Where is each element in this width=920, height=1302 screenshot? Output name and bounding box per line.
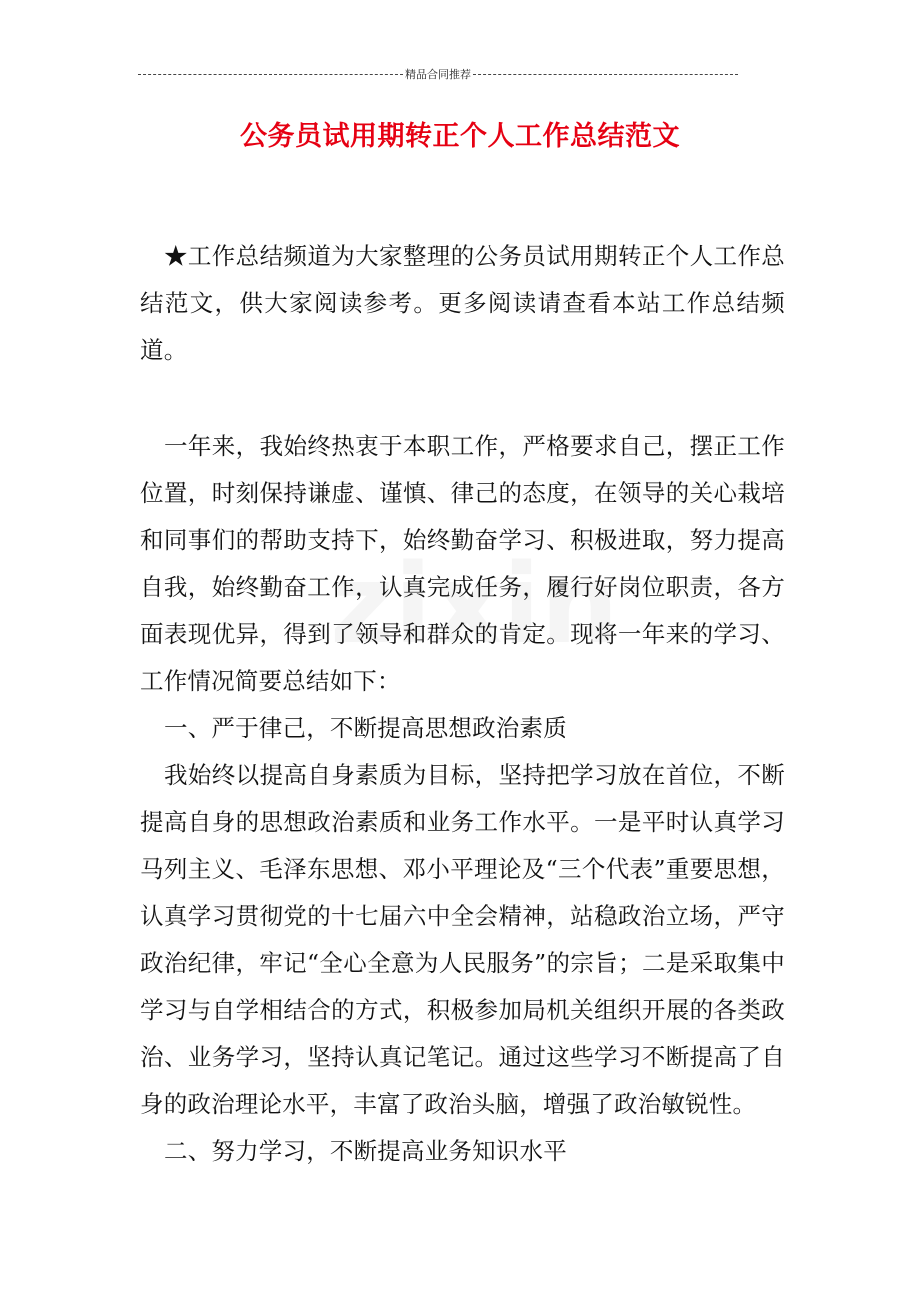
intro-paragraph	[140, 233, 785, 374]
header-dash-left	[138, 74, 403, 75]
paragraph-2: 我始终以提高自身素质为目标，坚持把学习放在首位，不断提高自身的思想政治素质和业务工作水平。一是平时认真学习马列主义、毛泽东思想、邓小平理论及“三个代表”重要思想，认真学习贯彻党的十七届六中全会精神，站稳政治立场，严守政治纪律，牢记“全心全意为人民服务”的宗旨；二是采取集中学习与自学相结合的方式，积极参加局机关组织开展的各类政治、业务学习，坚持认真记笔记。通过这些学习不断提高了自身的政治理论水平，丰富了政治头脑，增强了政治敏锐性。	[140, 761, 785, 1118]
heading-2: 二、努力学习，不断提高业务知识水平	[164, 1137, 567, 1165]
heading-1: 一、严于律己，不断提高思想政治素质	[164, 714, 567, 742]
header-label: 精品合同推荐	[405, 68, 471, 81]
document-title: 公务员试用期转正个人工作总结范文	[240, 121, 680, 152]
page-header	[138, 64, 738, 84]
paragraph-1: 一年来，我始终热衷于本职工作，严格要求自己，摆正工作位置，时刻保持谦虚、谨慎、律己的态度，在领导的关心栽培和同事们的帮助支持下，始终勤奋学习、积极进取，努力提高自我，始终勤奋工作，认真完成任务，履行好岗位职责，各方面表现优异，得到了领导和群众的肯定。现将一年来的学习、工作情况简要总结如下：	[140, 432, 785, 695]
intro-text: ★工作总结频道为大家整理的公务员试用期转正个人工作总结范文，供大家阅读参考。更多阅读请查看本站工作总结频道。	[140, 242, 785, 364]
header-dash-right	[473, 74, 738, 75]
body-section	[140, 423, 785, 1175]
